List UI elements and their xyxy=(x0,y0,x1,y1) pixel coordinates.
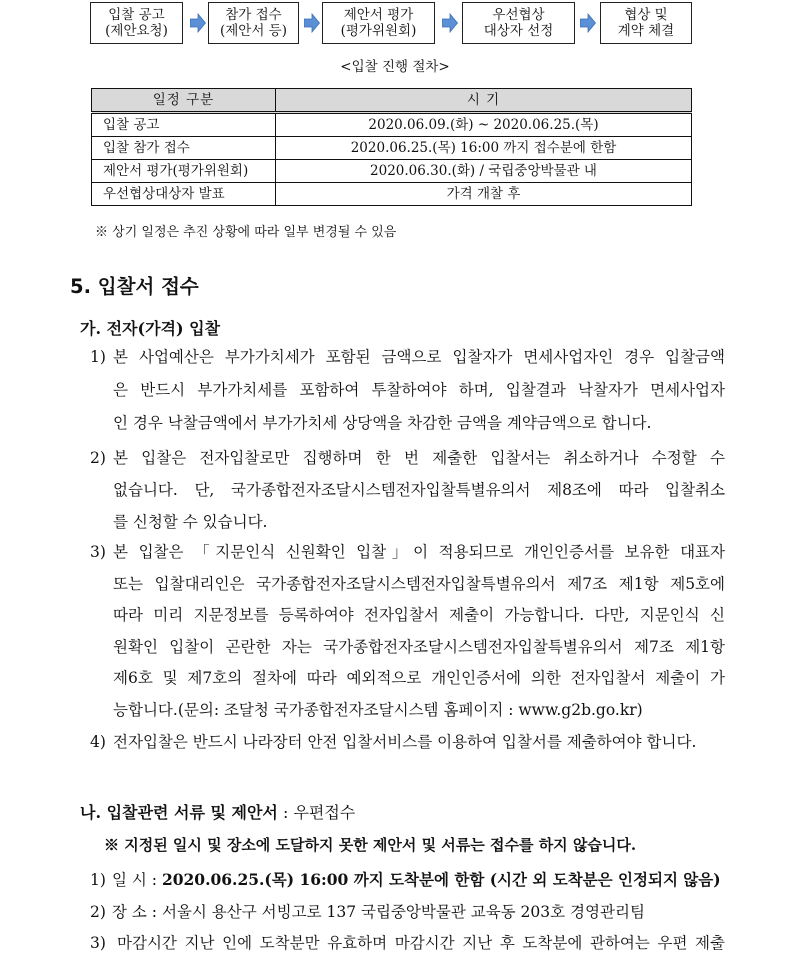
flow-step-line: 참가 접수 xyxy=(225,7,282,23)
arrow-right-icon xyxy=(580,13,596,33)
flow-step-line: (제안서 등) xyxy=(220,23,287,39)
list-item xyxy=(90,901,730,923)
table-cell: 2020.06.25.(목) 16:00 까지 접수분에 한함 xyxy=(276,137,692,160)
list-item xyxy=(90,442,730,538)
item-value: 2020.06.25.(목) 16:00 까지 도착분에 한함 (시간 외 도착분은 인정되지 않음) xyxy=(161,870,721,889)
item-number: 2) xyxy=(90,449,106,467)
list-item xyxy=(90,537,730,726)
flow-step-line: (제안요청) xyxy=(105,23,168,39)
table-header-row xyxy=(92,89,692,113)
item-text xyxy=(113,537,725,726)
flow-caption: <입찰 진행 절차> xyxy=(340,59,450,75)
table-row xyxy=(92,137,692,160)
subsection-title-text: 가. 전자(가격) 입찰 xyxy=(80,319,221,338)
submission-note: ※ 지정된 일시 및 장소에 도달하지 못한 제안서 및 서류는 접수를 하지 않습니다. xyxy=(104,836,637,854)
table-row xyxy=(92,160,692,183)
item-number: 1) xyxy=(90,871,106,889)
schedule-table xyxy=(91,88,692,206)
text-line: 본 입찰은 「지문인식 신원확인 입찰」이 적용되므로 개인인증서를 보유한 대표자 xyxy=(113,543,725,561)
text-line: 본 입찰은 전자입찰로만 집행하며 한 번 제출한 입찰서는 취소하거나 수정할 수 xyxy=(113,449,725,467)
item-text xyxy=(113,442,725,538)
item-number: 1) xyxy=(90,348,106,366)
arrow-right-icon xyxy=(304,13,320,33)
text-line: 없습니다. 단, 국가종합전자조달시스템전자입찰특별유의서 제8조에 따라 입찰취소 xyxy=(113,481,725,499)
item-text xyxy=(113,726,725,758)
text-line: 전자입찰은 반드시 나라장터 안전 입찰서비스를 이용하여 입찰서를 제출하여야 합니다. xyxy=(113,733,697,751)
table-cell: 입찰 참가 접수 xyxy=(92,137,276,160)
item-number: 2) xyxy=(90,903,106,921)
section-title: 5. 입찰서 접수 xyxy=(70,275,199,298)
text-line: 은 반드시 부가가치세를 포함하여 투찰하여야 하며, 입찰결과 낙찰자가 면세사업자 xyxy=(113,381,725,399)
flow-step-line: 협상 및 xyxy=(624,7,668,23)
table-cell: 입찰 공고 xyxy=(92,113,276,137)
subsection-title-b xyxy=(80,802,355,824)
flow-step-line: 계약 체결 xyxy=(617,23,675,39)
column-header: 시 기 xyxy=(276,89,692,113)
item-value: 서울시 용산구 서빙고로 137 국립중앙박물관 교육동 203호 경영관리팀 xyxy=(161,903,645,921)
list-item xyxy=(90,726,730,758)
text-line: 원확인 입찰이 곤란한 자는 국가종합전자조달시스템전자입찰특별유의서 제7조 제1항 xyxy=(113,637,725,656)
item-text xyxy=(113,341,725,440)
table-row xyxy=(92,113,692,137)
flow-step-line: (평가위원회) xyxy=(340,23,417,39)
flow-step-evaluation xyxy=(322,2,435,44)
item-number: 4) xyxy=(90,733,106,751)
table-cell: 우선협상대상자 발표 xyxy=(92,183,276,206)
arrow-right-icon xyxy=(442,13,458,33)
table-cell: 가격 개찰 후 xyxy=(276,183,692,206)
text-line: 인 경우 낙찰금액에서 부가가치세 상당액을 차감한 금액을 계약금액으로 합니다. xyxy=(113,414,652,432)
arrow-right-icon xyxy=(190,13,206,33)
table-cell: 2020.06.09.(화) ~ 2020.06.25.(목) xyxy=(276,113,692,137)
flow-step-line: 대상자 선정 xyxy=(483,23,554,39)
flow-step-line: 우선협상 xyxy=(492,7,545,23)
text-line: 또는 입찰대리인은 국가종합전자조달시스템전자입찰특별유의서 제7조 제1항 제5호에 xyxy=(113,574,725,593)
table-cell: 2020.06.30.(화) / 국립중앙박물관 내 xyxy=(276,160,692,183)
table-cell: 제안서 평가(평가위원회) xyxy=(92,160,276,183)
item-number: 3) xyxy=(90,543,106,561)
list-item xyxy=(90,341,730,440)
item-text: 마감시간 지난 인에 도착분만 유효하며 마감시간 지난 후 도착분에 관하여는 우편 제출 xyxy=(117,934,725,952)
flow-step-line: 제안서 평가 xyxy=(343,7,414,23)
flow-step-registration xyxy=(208,2,299,44)
flow-step-selection xyxy=(462,2,575,44)
subsection-title-text: 나. 입찰관련 서류 및 제안서 xyxy=(80,803,278,822)
text-line: 따라 미리 지문정보를 등록하여야 전자입찰서 제출이 가능합니다. 다만, 지문인식 신 xyxy=(113,606,725,624)
column-header: 일정 구분 xyxy=(92,89,276,113)
list-item xyxy=(90,869,730,891)
table-row xyxy=(92,183,692,206)
subsection-title-suffix: : 우편접수 xyxy=(277,803,356,822)
flow-step-announcement xyxy=(90,2,183,44)
item-label: 일 시 : xyxy=(112,871,162,889)
text-line: 제6호 및 제7호의 절차에 따라 예외적으로 개인인증서에 의한 전자입찰서 제출이 가 xyxy=(113,669,725,687)
item-label: 장 소 : xyxy=(112,903,162,921)
text-line: 능합니다.(문의: 조달청 국가종합전자조달시스템 홈페이지 : www.g2b.go.kr) xyxy=(113,700,643,719)
flow-step-line: 입찰 공고 xyxy=(108,7,165,23)
item-number: 3) xyxy=(90,934,106,952)
schedule-note: ※ 상기 일정은 추진 상황에 따라 일부 변경될 수 있음 xyxy=(95,225,397,240)
subsection-title-a xyxy=(80,318,220,340)
flow-step-contract xyxy=(600,2,692,44)
text-line: 를 신청할 수 있습니다. xyxy=(113,513,268,531)
text-line: 본 사업예산은 부가가치세가 포함된 금액으로 입찰자가 면세사업자인 경우 입찰금액 xyxy=(113,348,725,366)
list-item xyxy=(90,932,730,954)
